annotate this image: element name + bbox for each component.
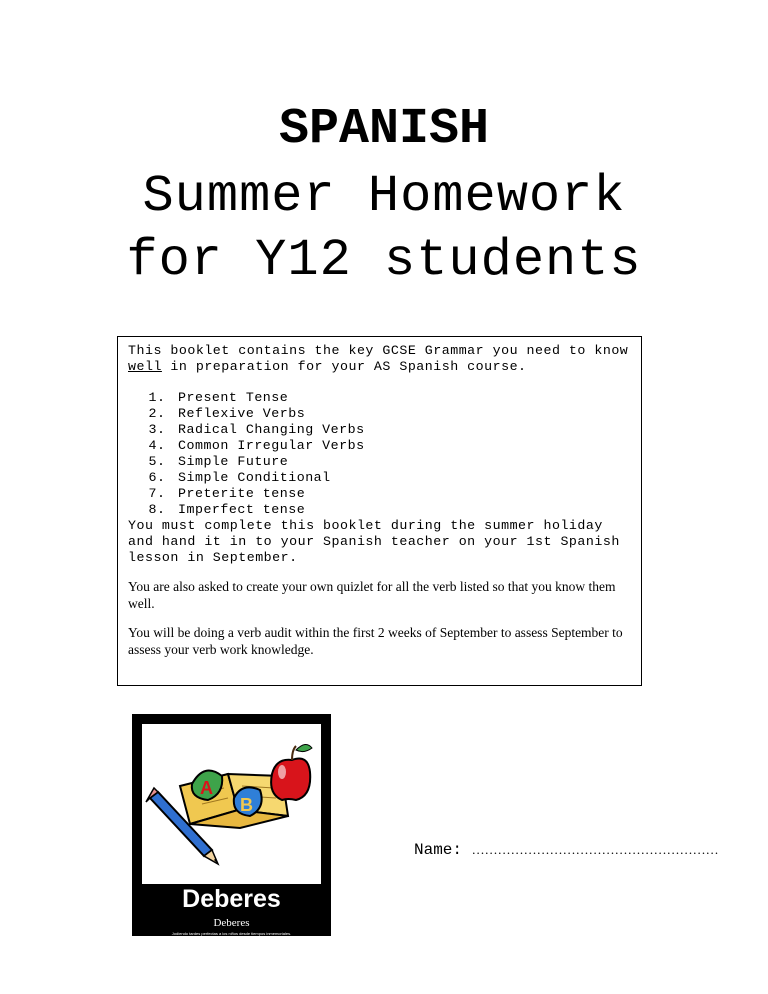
poster-illustration [142,724,321,884]
homework-poster [132,714,331,936]
quizlet-note: You are also asked to create your own quizlet for all the verb listed so that you know them well. [128,579,616,611]
poster-subtitle: Deberes [213,917,250,929]
intro-text-before: This booklet contains the key GCSE Grammar you need to know [128,343,629,358]
name-label: Name: [414,841,463,859]
topic-item: 3. Radical Changing Verbs [174,422,631,438]
topic-item: 5. Simple Future [174,454,631,470]
doc-subtitle-line-1: Summer Homework [142,167,626,226]
doc-subtitle-line-2: for Y12 students [126,231,642,290]
poster-title: Deberes [182,885,281,913]
info-box [117,336,642,686]
name-blank-line[interactable]: ………………………………………………… [471,842,719,857]
audit-note: You will be doing a verb audit within the first 2 weeks of September to assess September to assess your verb work knowledge. [128,625,623,657]
letter-b-icon [234,787,262,816]
topic-item: 6. Simple Conditional [174,470,631,486]
poster-caption: Jodiendo tardes perfectas a los niños desde tiempos inmemoriales. [171,931,292,936]
instruction-paragraph: You must complete this booklet during the summer holiday and hand it in to your Spanish teacher on your 1st Spanish lesson in September. [128,518,620,565]
topic-item: 2. Reflexive Verbs [174,406,631,422]
book-apple-pencil-illustration [142,724,321,884]
topic-item: 7. Preterite tense [174,486,631,502]
intro-text-after: in preparation for your AS Spanish course. [161,359,527,374]
svg-text:A: A [200,778,213,798]
name-field[interactable] [414,841,719,859]
topic-item: 1. Present Tense [174,390,631,406]
topic-item: 8. Imperfect tense [174,502,631,518]
svg-text:B: B [240,795,253,815]
intro-paragraph [128,343,631,375]
apple-icon [271,744,312,800]
intro-underlined-word: well [128,359,162,374]
doc-title: SPANISH [278,101,490,158]
topic-list [128,390,631,518]
topic-item: 4. Common Irregular Verbs [174,438,631,454]
